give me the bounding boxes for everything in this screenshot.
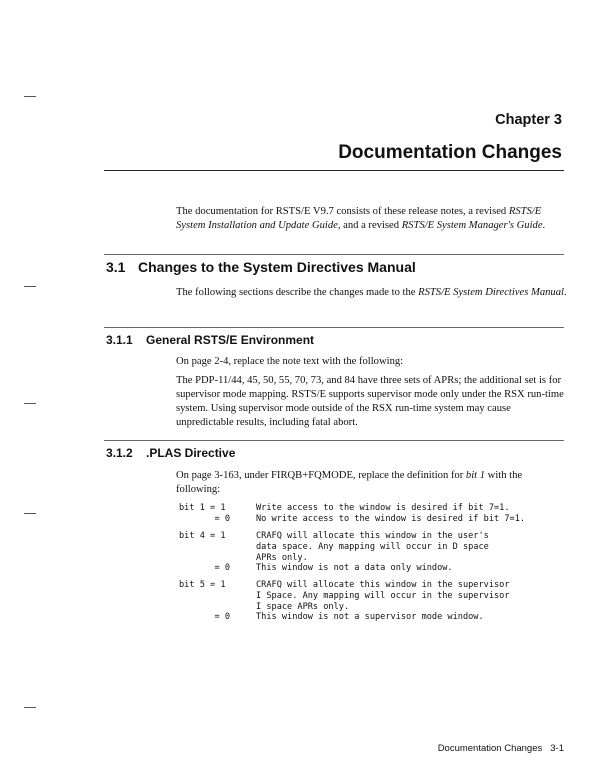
subsection-heading bbox=[106, 446, 235, 460]
paragraph-text: On page 3-163, under FIRQB+FQMODE, replace the definition for bbox=[176, 470, 466, 481]
section-paragraph bbox=[176, 286, 568, 300]
subsection-number: 3.1.1 bbox=[106, 333, 133, 347]
bit-zero-label: = 0 bbox=[214, 612, 230, 622]
bit-description-line: APRs only. bbox=[256, 553, 308, 563]
section-rule bbox=[104, 254, 564, 255]
manual-title: RSTS/E System Directives Manual bbox=[418, 287, 564, 298]
paragraph-text: . bbox=[563, 287, 567, 298]
bit-label: bit 5 = 1 bbox=[179, 580, 226, 590]
chapter-rule bbox=[104, 170, 564, 171]
bit-description-line: CRAFQ will allocate this window in the supervisor bbox=[256, 580, 510, 590]
section-number: 3.1 bbox=[106, 259, 126, 275]
margin-mark bbox=[24, 513, 36, 514]
section-rule bbox=[104, 327, 564, 328]
bit-zero-label: = 0 bbox=[214, 514, 230, 524]
bit-zero-description: No write access to the window is desired if bit 7=1. bbox=[256, 514, 526, 524]
page-number: 3-1 bbox=[550, 743, 564, 754]
bit-zero-description: This window is not a data only window. bbox=[256, 563, 453, 573]
bit-description-line: I Space. Any mapping will occur in the supervisor bbox=[256, 591, 510, 601]
instruction-paragraph bbox=[176, 469, 568, 497]
subsection-heading bbox=[106, 333, 314, 347]
margin-mark bbox=[24, 96, 36, 97]
section-heading bbox=[106, 259, 416, 275]
section-title: Changes to the System Directives Manual bbox=[138, 259, 416, 275]
margin-mark bbox=[24, 707, 36, 708]
intro-text: . bbox=[542, 220, 546, 231]
bit-description: Write access to the window is desired if bit 7=1. bbox=[256, 503, 510, 513]
intro-italic-title: RSTS/E System Manager's Guide bbox=[401, 220, 543, 231]
bit-name: bit 1 bbox=[465, 470, 486, 481]
margin-mark bbox=[24, 286, 36, 287]
bit-zero-label: = 0 bbox=[214, 563, 230, 573]
bit-label: bit 1 = 1 bbox=[179, 503, 226, 513]
bit-description-line: data space. Any mapping will occur in D space bbox=[256, 542, 489, 552]
intro-text: The documentation for RSTS/E V9.7 consists of these release notes, a revised bbox=[176, 206, 509, 217]
bit-description-line: I space APRs only. bbox=[256, 602, 350, 612]
subsection-title: .PLAS Directive bbox=[146, 446, 236, 460]
paragraph-text: The following sections describe the changes made to the bbox=[176, 287, 419, 298]
note-paragraph: The PDP-11/44, 45, 50, 55, 70, 73, and 84 have three sets of APRs; the additional set is for supervisor mode mapping. RSTS/E supports supervisor mode only under the RSX run-time system. Using supervisor mode outside of the RSX run-time system may cause unpredictable results, including fatal abort. bbox=[176, 375, 564, 428]
page-footer bbox=[438, 743, 564, 754]
chapter-title: Documentation Changes bbox=[338, 142, 562, 163]
subsection-number: 3.1.2 bbox=[106, 446, 133, 460]
chapter-label: Chapter 3 bbox=[495, 112, 562, 128]
paragraph-text: with the following: bbox=[176, 470, 523, 495]
margin-mark bbox=[24, 403, 36, 404]
instruction-paragraph: On page 2-4, replace the note text with the following: bbox=[176, 356, 404, 367]
bit-label: bit 4 = 1 bbox=[179, 531, 226, 541]
bit-zero-description: This window is not a supervisor mode window. bbox=[256, 612, 484, 622]
footer-title: Documentation Changes bbox=[437, 743, 543, 754]
section-rule bbox=[104, 440, 564, 441]
bit-description-line: CRAFQ will allocate this window in the user's bbox=[256, 531, 489, 541]
intro-text: , and a revised bbox=[337, 220, 402, 231]
intro-paragraph bbox=[176, 205, 568, 233]
intro-italic-title: RSTS/E System Installation and Update Guide bbox=[176, 206, 542, 231]
subsection-title: General RSTS/E Environment bbox=[146, 333, 315, 347]
